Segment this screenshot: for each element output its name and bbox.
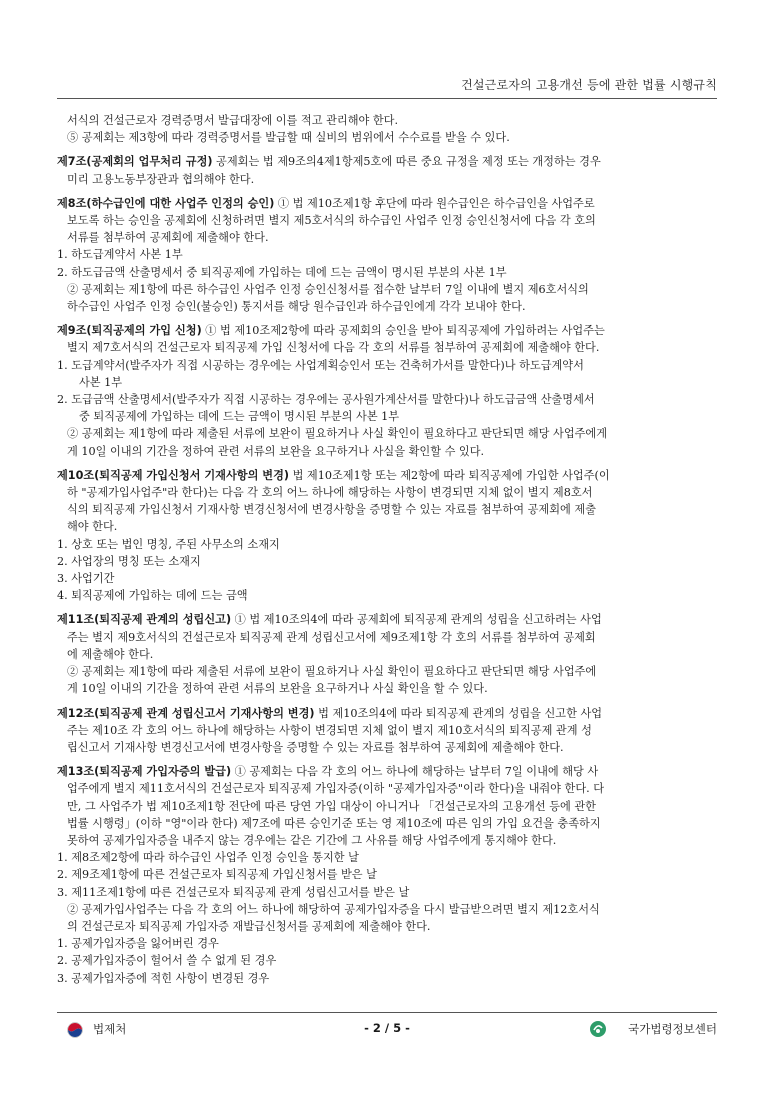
line-text: 보도록 하는 승인을 공제회에 신청하려면 별지 제5호서식의 하수급인 사업주 인정 승인신청서에 다음 각 호의 [67,214,596,228]
line-text: 1. 제8조제2항에 따라 하수급인 사업주 인정 승인을 통지한 날 [57,851,359,865]
line-text: 2. 도급금액 산출명세서(발주자가 직접 시공하는 경우에는 공사원가계산서를 말한다)나 하도급금액 산출명세서 [57,393,595,407]
line-text: 하 "공제가입사업주"라 한다)는 다음 각 호의 어느 하나에 해당하는 사항이 변경되면 지체 없이 별지 제8호서 [67,486,593,500]
footer-center-label: 국가법령정보센터 [628,1022,717,1036]
article-heading-line [57,153,721,170]
article-heading-line [57,763,721,780]
line-text: 만, 그 사업주가 법 제10조제1항 전단에 따른 당연 가입 대상이 아니거나 「건설근로자의 고용개선 등에 관한 [67,799,596,813]
line-text: ② 공제가입사업주는 다음 각 호의 어느 하나에 해당하여 공제가입자증을 다시 발급받으려면 별지 제12호서식 [67,902,600,916]
article-title: 제13조(퇴직공제 가입자증의 발급) [57,765,232,779]
line-text: 1. 하도급계약서 사본 1부 [57,248,183,262]
line-text: 의 건설근로자 퇴직공제 가입자증 재발급신청서를 공제회에 제출해야 한다. [67,919,431,933]
line-text: 립신고서 기재사항 변경신고서에 변경사항을 증명할 수 있는 자료를 첨부하여 공제회에 제출해야 한다. [67,740,564,754]
document-body [57,112,721,987]
line-text: 업주에게 별지 제11호서식의 건설근로자 퇴직공제 가입자증(이하 "공제가입자증"이라 한다)을 내줘야 한다. 다 [67,782,605,796]
text-line [57,484,721,501]
line-text: 사본 1부 [79,375,123,389]
text-line [57,798,721,815]
line-text: 서류를 첨부하여 공제회에 제출해야 한다. [67,231,269,245]
text-line [57,570,721,587]
line-text: ② 공제회는 제1항에 따른 하수급인 사업주 인정 승인신청서를 접수한 날부터 7일 이내에 별지 제6호서식의 [67,282,589,296]
line-text: ② 공제회는 제1항에 따라 제출된 서류에 보완이 필요하거나 사실 확인이 필요하다고 판단되면 해당 사업주에게 [67,427,608,441]
line-text: 2. 사업장의 명칭 또는 소재지 [57,554,201,568]
line-text: 4. 퇴직공제에 가입하는 데에 드는 금액 [57,589,248,603]
line-text: 3. 공제가입자증에 적힌 사항이 변경된 경우 [57,971,270,985]
text-line [57,171,721,188]
line-text: 하수급인 사업주 인정 승인(불승인) 통지서를 해당 원수급인과 하수급인에게 각각 보내야 한다. [67,300,526,314]
text-line [57,832,721,849]
article-heading-line [57,467,721,484]
article-heading-line [57,322,721,339]
text-line [57,246,721,263]
text-line [57,212,721,229]
line-text: 1. 공제가입자증을 잃어버린 경우 [57,937,219,951]
text-line [57,391,721,408]
text-line [57,587,721,604]
line-text: ① 법 제10조제1항 후단에 따라 원수급인은 하수급인을 사업주로 [274,196,595,210]
text-line [57,935,721,952]
line-text: 2. 하도급금액 산출명세서 중 퇴직공제에 가입하는 데에 드는 금액이 명시된 부분의 사본 1부 [57,265,507,279]
text-line [57,536,721,553]
footer-agency-label: 법제처 [93,1022,127,1036]
line-text: 3. 사업기간 [57,572,115,586]
text-line [57,722,721,739]
line-text: 법 제10조의4에 따라 퇴직공제 관계의 성립을 신고한 사업 [314,706,603,720]
text-line [57,646,721,663]
line-text: 2. 공제가입자증이 헐어서 쓸 수 없게 된 경우 [57,954,277,968]
line-text: 미리 고용노동부장관과 협의해야 한다. [67,172,255,186]
text-line [57,780,721,797]
line-text: 에 제출해야 한다. [67,647,154,661]
line-text: ① 법 제10조의4에 따라 공제회에 퇴직공제 관계의 성립을 신고하려는 사업 [231,613,602,627]
line-text: 해야 한다. [67,520,118,534]
text-line [57,501,721,518]
article-title: 제12조(퇴직공제 관계 성립신고서 기재사항의 변경) [57,706,315,720]
text-line [57,884,721,901]
text-line [57,739,721,756]
text-line [57,229,721,246]
page-footer [57,1012,717,1043]
article-heading-line [57,195,721,212]
line-text: 법 제10조제1항 또는 제2항에 따라 퇴직공제에 가입한 사업주(이 [289,468,610,482]
page-header [57,68,717,99]
text-line [57,918,721,935]
article-title: 제7조(공제회의 업무처리 규정) [57,155,213,169]
text-line [57,629,721,646]
text-line [57,901,721,918]
article-title: 제8조(하수급인에 대한 사업주 인정의 승인) [57,196,275,210]
text-line [57,425,721,442]
text-line [57,339,721,356]
line-text: 1. 도급계약서(발주자가 직접 시공하는 경우에는 사업계획승인서 또는 건축허가서를 말한다)나 하도급계약서 [57,358,584,372]
text-line [57,408,721,425]
text-line [57,553,721,570]
page-number: - 2 / 5 - [364,1021,410,1035]
line-text: ① 법 제10조제2항에 따라 공제회의 승인을 받아 퇴직공제에 가입하려는 사업주는 [201,324,605,338]
text-line [57,866,721,883]
line-text: 주는 제10조 각 호의 어느 하나에 해당하는 사항이 변경되면 지체 없이 별지 제10호서식의 퇴직공제 관계 성 [67,723,592,737]
text-line [57,970,721,987]
text-line [57,298,721,315]
line-text: ② 공제회는 제1항에 따라 제출된 서류에 보완이 필요하거나 사실 확인이 필요하다고 판단되면 해당 사업주에 [67,665,597,679]
line-text: 식의 퇴직공제 가입신청서 기재사항 변경신청서에 변경사항을 증명할 수 있는 자료를 첨부하여 공제회에 제출 [67,503,596,517]
line-text: ① 공제회는 다음 각 호의 어느 하나에 해당하는 날부터 7일 이내에 해당 사 [231,765,599,779]
text-line [57,357,721,374]
text-line [57,281,721,298]
law-center-logo-icon [589,1020,607,1038]
text-line [57,663,721,680]
text-line [57,112,721,129]
text-line [57,374,721,391]
line-text: 1. 상호 또는 법인 명칭, 주된 사무소의 소재지 [57,537,280,551]
article-heading-line [57,705,721,722]
text-line [57,443,721,460]
article-title: 제11조(퇴직공제 관계의 성립신고) [57,613,232,627]
text-line [57,680,721,697]
text-line [57,264,721,281]
line-text: 게 10일 이내의 기간을 정하여 관련 서류의 보완을 요구하거나 사실을 확인할 수 있다. [67,444,485,458]
line-text: 공제회는 법 제9조의4제1항제5호에 따른 중요 규정을 제정 또는 개정하는 경우 [212,155,601,169]
article-title: 제10조(퇴직공제 가입신청서 기재사항의 변경) [57,468,290,482]
text-line [57,952,721,969]
line-text: 중 퇴직공제에 가입하는 데에 드는 금액이 명시된 부분의 사본 1부 [79,410,400,424]
text-line [57,518,721,535]
line-text: 법률 시행령」(이하 "영"이라 한다) 제7조에 따른 승인기준 또는 영 제10조에 따른 임의 가입 요건을 충족하지 [67,816,601,830]
line-text: 별지 제7호서식의 건설근로자 퇴직공제 가입 신청서에 다음 각 호의 서류를 첨부하여 공제회에 제출해야 한다. [67,341,600,355]
line-text: 게 10일 이내의 기간을 정하여 관련 서류의 보완을 요구하거나 사실 확인을 할 수 있다. [67,682,488,696]
line-text: 2. 제9조제1항에 따른 건설근로자 퇴직공제 가입신청서를 받은 날 [57,868,377,882]
line-text: 3. 제11조제1항에 따른 건설근로자 퇴직공제 관계 성립신고서를 받은 날 [57,885,410,899]
text-line [57,849,721,866]
text-line [57,815,721,832]
article-title: 제9조(퇴직공제의 가입 신청) [57,324,202,338]
line-text: 서식의 건설근로자 경력증명서 발급대장에 이를 적고 관리해야 한다. [67,114,399,127]
article-heading-line [57,611,721,628]
line-text: 주는 별지 제9호서식의 건설근로자 퇴직공제 관계 성립신고서에 제9조제1항 각 호의 서류를 첨부하여 공제회 [67,630,596,644]
line-text: ⑤ 공제회는 제3항에 따라 경력증명서를 발급할 때 실비의 범위에서 수수료를 받을 수 있다. [67,131,510,145]
text-line [57,129,721,146]
line-text: 못하여 공제가입자증을 내주지 않는 경우에는 같은 기간에 그 사유를 해당 사업주에게 통지해야 한다. [67,833,557,847]
document-title: 건설근로자의 고용개선 등에 관한 법률 시행규칙 [461,78,717,92]
